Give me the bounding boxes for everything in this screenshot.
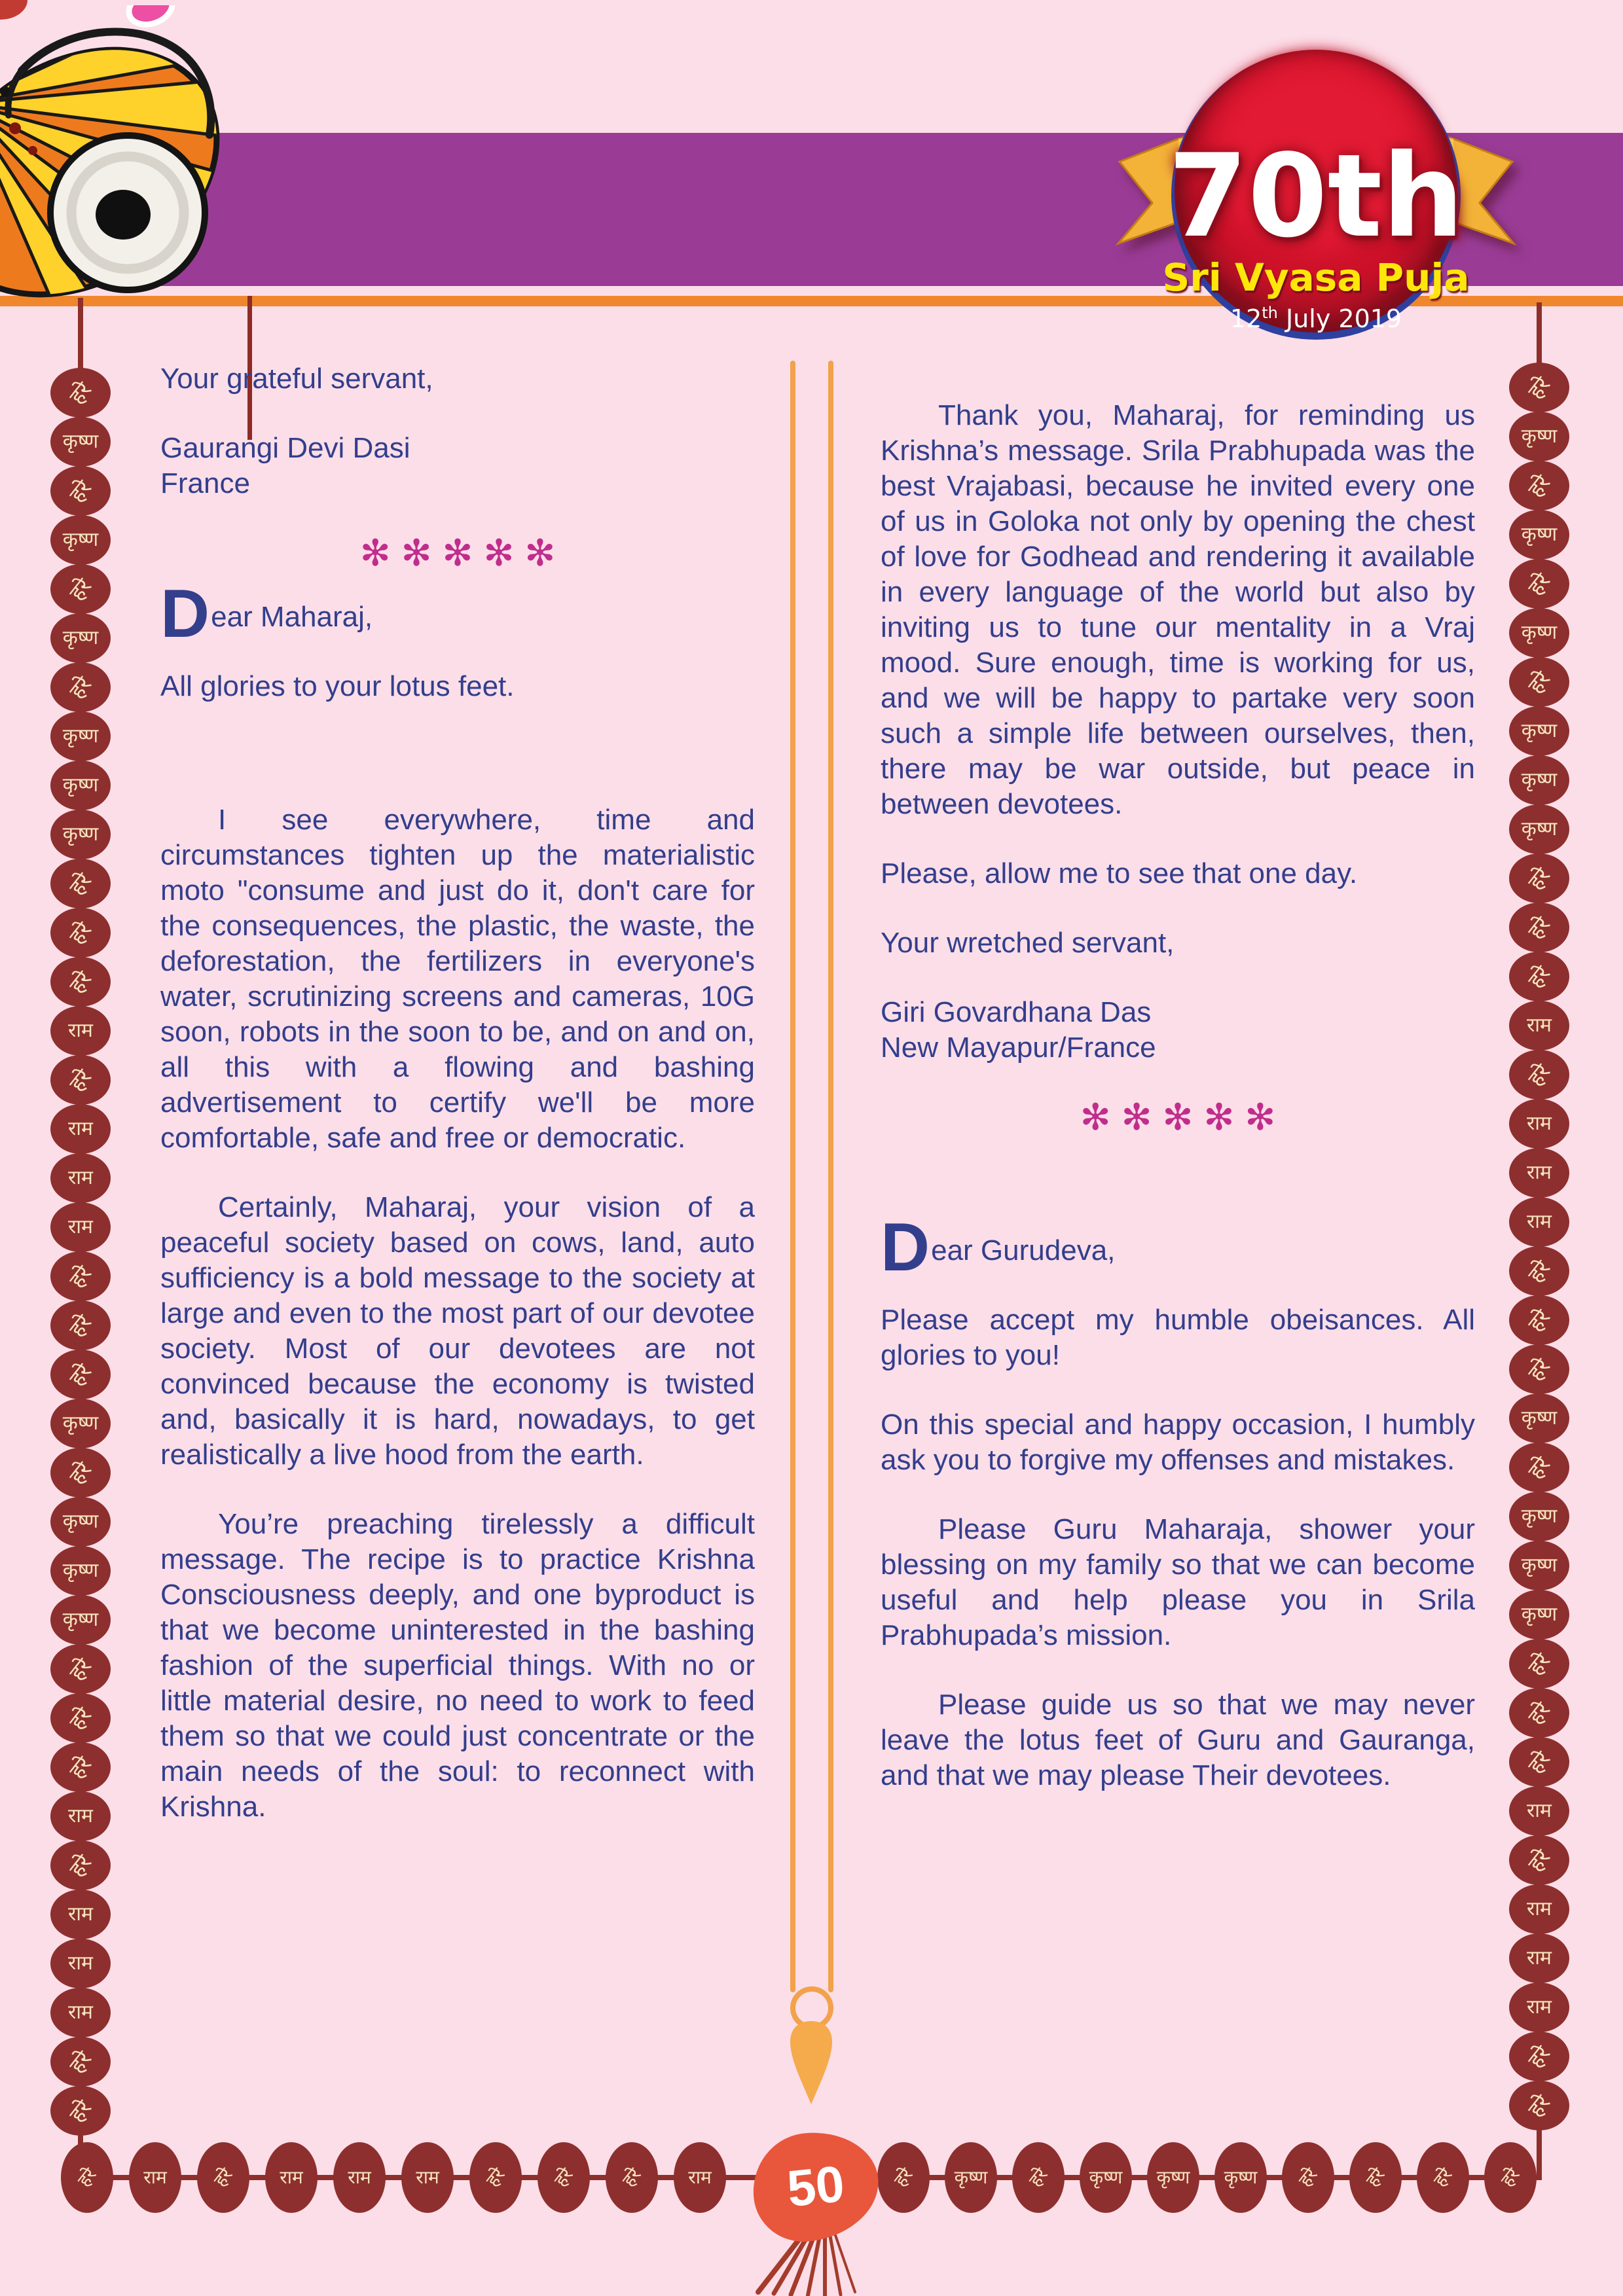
mantra-bead xyxy=(674,2142,726,2213)
mantra-bead xyxy=(1147,2142,1199,2213)
bead-label: हरे xyxy=(64,1653,97,1685)
bead-label: हरे xyxy=(64,475,97,507)
bead-label: हरे xyxy=(64,376,97,409)
mantra-bead xyxy=(50,515,111,565)
bead-label: हरे xyxy=(1523,1844,1556,1876)
badge-anniversary-text: 70th xyxy=(1168,130,1464,263)
mantra-bead xyxy=(50,1251,111,1301)
mantra-bead xyxy=(1509,706,1569,756)
text-block: New Mayapur/France xyxy=(881,1031,1156,1064)
bead-label: राम xyxy=(1527,1897,1552,1920)
page-number: 50 xyxy=(784,2154,847,2218)
bead-label: हरे xyxy=(1523,1353,1556,1386)
bead-label: हरे xyxy=(1523,666,1556,698)
mantra-bead xyxy=(1509,1639,1569,1689)
mantra-bead xyxy=(945,2142,997,2213)
mantra-bead xyxy=(1509,1295,1569,1345)
mantra-bead xyxy=(1509,755,1569,805)
bead-label: हरे xyxy=(1523,1451,1556,1484)
bead-label: हरे xyxy=(1523,960,1556,993)
mantra-bead xyxy=(333,2142,386,2213)
bead-label: कृष्ण xyxy=(62,626,99,649)
bead-label: हरे xyxy=(1523,469,1556,502)
bead-label: हरे xyxy=(1523,911,1556,944)
mantra-bead xyxy=(1509,1001,1569,1050)
mantra-bead xyxy=(1509,1197,1569,1247)
bead-label: कृष्ण xyxy=(1224,2166,1258,2188)
mantra-bead xyxy=(1509,363,1569,412)
mantra-bead xyxy=(1509,853,1569,903)
mantra-bead xyxy=(50,711,111,761)
mridanga-drum-icon xyxy=(0,5,300,378)
mantra-bead xyxy=(50,1055,111,1105)
mantra-bead xyxy=(50,957,111,1007)
text-block: Thank you, Maharaj, for reminding us Krishna’s message. Srila Prabhupada was the best Vrajabasi, because he invited every one of us in Goloka not only by opening the chest of love for Godhead and rendering it available in every language of the world but also by inviting us to tune our mentality in a Vraj mood. Sure enough, time is working for us, and we will be happy to partake very soon such a simple life between ourselves, then, there may be war outside, but peace in between devotees. xyxy=(881,399,1475,820)
mantra-bead xyxy=(50,1546,111,1596)
bead-label: हरे xyxy=(549,2164,577,2191)
bead-label: हरे xyxy=(1523,371,1556,404)
anniversary-badge xyxy=(1067,27,1565,355)
bead-label: हरे xyxy=(1496,2164,1524,2191)
mantra-bead xyxy=(1012,2142,1065,2213)
bead-label: हरे xyxy=(1523,1746,1556,1778)
mantra-bead xyxy=(50,761,111,810)
bead-label: हरे xyxy=(1024,2164,1052,2191)
bead-label: हरे xyxy=(64,1309,97,1342)
mantra-bead xyxy=(50,1350,111,1399)
bead-label: राम xyxy=(1527,1799,1552,1822)
bead-label: हरे xyxy=(1523,2089,1556,2122)
mantra-bead xyxy=(50,613,111,663)
text-block: Please accept my humble obeisances. All glories to you! xyxy=(881,1304,1475,1371)
mantra-bead xyxy=(1509,1443,1569,1492)
mantra-bead xyxy=(61,2142,113,2213)
bead-label: राम xyxy=(348,2166,371,2188)
bead-label: राम xyxy=(1527,1946,1552,1969)
bead-label: राम xyxy=(1527,1161,1552,1184)
bead-label: राम xyxy=(1527,1210,1552,1233)
mantra-bead xyxy=(1509,1982,1569,2032)
mantra-bead xyxy=(50,466,111,516)
mantra-bead xyxy=(50,1399,111,1448)
bead-label: कृष्ण xyxy=(62,1412,99,1435)
bead-label: राम xyxy=(68,1952,93,1975)
bead-label: कृष्ण xyxy=(1521,621,1558,644)
mantra-bead xyxy=(50,1988,111,2037)
bead-label: हरे xyxy=(64,2045,97,2078)
mantra-bead xyxy=(1282,2142,1334,2213)
text-block: All glories to your lotus feet. xyxy=(160,670,515,702)
bead-label: हरे xyxy=(1523,1255,1556,1287)
bead-label: कृष्ण xyxy=(62,1608,99,1631)
mantra-bead xyxy=(1509,1933,1569,1983)
bead-label: कृष्ण xyxy=(954,2166,988,2188)
text-block: Please, allow me to see that one day. xyxy=(881,857,1358,889)
mantra-bead xyxy=(197,2142,249,2213)
mantra-bead xyxy=(50,662,111,712)
badge-title-text: Sri Vyasa Puja xyxy=(1162,255,1470,300)
bead-label: कृष्ण xyxy=(62,774,99,797)
mantra-bead xyxy=(1509,1246,1569,1296)
text-block: Gaurangi Devi Dasi xyxy=(160,432,410,464)
bead-label: कृष्ण xyxy=(1521,425,1558,448)
mantra-bead xyxy=(1509,510,1569,560)
mantra-bead xyxy=(1509,1393,1569,1443)
bead-label: राम xyxy=(68,2001,93,2024)
mantra-bead xyxy=(1509,1884,1569,1934)
mantra-bead xyxy=(50,1104,111,1154)
bead-label: हरे xyxy=(64,573,97,605)
text-block: You’re preaching tirelessly a difficult message. The recipe is to practice Krishna Consciousness deeply, and one byproduct is that we become uninterested in the bashing fashion of the superficial things. With no or little material desire, no need to work to feed them so that we could just concentrate or the main needs of the soul: to reconnect with Krishna. xyxy=(160,1508,755,1823)
bead-label: हरे xyxy=(889,2164,917,2191)
bead-label: हरे xyxy=(1523,1647,1556,1680)
bead-label: हरे xyxy=(1429,2164,1457,2191)
mantra-bead xyxy=(1509,1492,1569,1541)
mantra-bead xyxy=(265,2142,318,2213)
mantra-bead xyxy=(50,1448,111,1498)
mantra-bead xyxy=(606,2142,658,2213)
mantra-bead xyxy=(50,1644,111,1694)
bead-label: राम xyxy=(1527,1014,1552,1037)
bead-label: राम xyxy=(280,2166,303,2188)
mantra-bead xyxy=(538,2142,590,2213)
mantra-bead xyxy=(1509,2081,1569,2130)
mantra-bead xyxy=(50,1300,111,1350)
bead-label: कृष्ण xyxy=(62,528,99,551)
mantra-bead xyxy=(50,368,111,418)
mantra-bead xyxy=(1509,1148,1569,1198)
mantra-bead xyxy=(1509,903,1569,952)
text-block: Please Guru Maharaja, shower your blessing on my family so that we can become useful and help please you in Srila Prabhupada’s mission. xyxy=(881,1513,1475,1651)
drum-dot xyxy=(0,86,10,97)
badge-date-text: 12th July 2019 xyxy=(1230,304,1402,333)
mantra-bead xyxy=(1509,2032,1569,2081)
bead-label: राम xyxy=(416,2166,439,2188)
mantra-bead xyxy=(401,2142,454,2213)
drum-head-center xyxy=(96,190,151,240)
bead-label: कृष्ण xyxy=(1089,2166,1123,2188)
mantra-bead xyxy=(50,1890,111,1939)
drum-dot xyxy=(28,146,37,155)
mantra-bead xyxy=(1509,1099,1569,1149)
bead-label: हरे xyxy=(481,2164,509,2191)
drop-cap: D xyxy=(881,1210,932,1285)
mantra-bead xyxy=(50,1840,111,1890)
mantra-bead xyxy=(1509,1737,1569,1787)
bead-label: कृष्ण xyxy=(1156,2166,1190,2188)
flower-bud-icon xyxy=(124,5,177,30)
mantra-bead xyxy=(50,810,111,859)
drum-dot xyxy=(9,122,21,134)
bead-label: राम xyxy=(688,2166,712,2188)
mantra-bead xyxy=(50,2086,111,2136)
bead-label: राम xyxy=(68,1166,93,1189)
mantra-bead xyxy=(469,2142,522,2213)
bead-label: हरे xyxy=(64,1702,97,1734)
mantra-bead xyxy=(50,1497,111,1547)
bead-label: कृष्ण xyxy=(1521,817,1558,840)
mantra-bead xyxy=(50,859,111,908)
center-divider-ornament xyxy=(773,353,858,2134)
mantra-bead xyxy=(50,1595,111,1645)
mantra-bead xyxy=(1509,559,1569,609)
text-block: Please guide us so that we may never leave the lotus feet of Guru and Gauranga, and that we may please Their devotees. xyxy=(881,1689,1475,1791)
mantra-bead xyxy=(129,2142,181,2213)
bead-label: कृष्ण xyxy=(1521,1603,1558,1626)
bead-label: हरे xyxy=(64,1358,97,1391)
bead-label: कृष्ण xyxy=(1521,719,1558,742)
bead-label: कृष्ण xyxy=(62,1510,99,1533)
bead-label: कृष्ण xyxy=(1521,523,1558,546)
bead-label: राम xyxy=(1527,1996,1552,2018)
bead-label: कृष्ण xyxy=(62,430,99,453)
drop-cap: D xyxy=(160,576,211,652)
bead-label: हरे xyxy=(64,1260,97,1293)
text-block: I see everywhere, time and circumstances tighten up the materialistic moto "consume and just do it, don't care for the consequences, the plastic, the waste, the deforestation, the fertilizers in everyone's water, scrutinizing screens and cameras, 10G soon, robots in the soon to be, and on and on, all this with a flowing and bashing advertisement to certify we'll be more comfortable, safe and free or democratic. xyxy=(160,804,755,1154)
mantra-bead xyxy=(1509,1688,1569,1738)
bead-label: हरे xyxy=(64,1849,97,1882)
mantra-bead xyxy=(1509,1590,1569,1640)
bead-label: हरे xyxy=(1523,2040,1556,2073)
ornament-separator: ✻✻✻✻✻ xyxy=(1080,1096,1286,1138)
mantra-bead xyxy=(50,1693,111,1743)
mantra-bead xyxy=(50,1153,111,1203)
bead-label: हरे xyxy=(64,1456,97,1489)
mantra-bead xyxy=(1349,2142,1402,2213)
mantra-bead xyxy=(50,1742,111,1792)
mantra-bead xyxy=(1509,1344,1569,1394)
bead-label: राम xyxy=(68,1019,93,1042)
mantra-bead xyxy=(1484,2142,1537,2213)
bead-label: राम xyxy=(143,2166,167,2188)
bead-label: हरे xyxy=(64,1064,97,1096)
bead-label: हरे xyxy=(1523,1696,1556,1729)
bead-label: हरे xyxy=(617,2164,646,2191)
mantra-bead xyxy=(1509,1541,1569,1590)
ornament-separator: ✻✻✻✻✻ xyxy=(359,532,566,573)
mantra-bead xyxy=(1509,608,1569,658)
mantra-bead xyxy=(1509,1786,1569,1836)
bead-label: कृष्ण xyxy=(1521,1505,1558,1528)
bead-label: राम xyxy=(1527,1112,1552,1135)
bead-label: हरे xyxy=(64,1751,97,1784)
bead-label: राम xyxy=(68,1804,93,1827)
text-block: Dear Gurudeva, xyxy=(881,1210,1116,1285)
text-block: Giri Govardhana Das xyxy=(881,996,1152,1028)
mantra-bead xyxy=(877,2142,930,2213)
bead-label: हरे xyxy=(209,2164,237,2191)
bead-label: हरे xyxy=(64,2094,97,2127)
bead-label: हरे xyxy=(64,867,97,900)
bead-label: हरे xyxy=(1523,1058,1556,1091)
mantra-bead xyxy=(50,564,111,614)
bead-label: हरे xyxy=(1523,567,1556,600)
mantra-bead xyxy=(50,417,111,467)
bead-label: हरे xyxy=(1294,2164,1322,2191)
mantra-bead xyxy=(1509,952,1569,1001)
bead-label: हरे xyxy=(64,965,97,998)
text-block: Certainly, Maharaj, your vision of a peaceful society based on cows, land, auto sufficiency is a bold message to the society at large and even to the most part of our devotee society. Most of our devotees are not convinced because the economy is twisted and, basically it is hard, nowadays, to get realistically a live hood from the earth. xyxy=(160,1191,755,1471)
mantra-bead xyxy=(50,1202,111,1252)
mantra-bead xyxy=(50,1939,111,1988)
bead-label: कृष्ण xyxy=(1521,768,1558,791)
bead-label: हरे xyxy=(1523,862,1556,895)
bead-label: हरे xyxy=(1523,1304,1556,1336)
mantra-bead xyxy=(50,1791,111,1841)
mantra-bead xyxy=(1080,2142,1132,2213)
text-block: Your wretched servant, xyxy=(881,927,1175,959)
mantra-bead xyxy=(1509,461,1569,511)
bead-label: राम xyxy=(68,1215,93,1238)
bead-label: राम xyxy=(68,1903,93,1926)
mantra-bead xyxy=(1509,412,1569,461)
bead-label: कृष्ण xyxy=(1521,1407,1558,1429)
bead-label: कृष्ण xyxy=(62,823,99,846)
mantra-bead xyxy=(50,908,111,958)
bead-label: हरे xyxy=(1361,2164,1389,2191)
bead-label: राम xyxy=(68,1117,93,1140)
text-block: Your grateful servant, xyxy=(160,363,433,395)
text-block: Dear Maharaj, xyxy=(160,576,373,652)
drop-icon xyxy=(790,2021,832,2104)
bead-label: हरे xyxy=(64,916,97,949)
mantra-bead xyxy=(1509,804,1569,854)
left-text-column xyxy=(160,361,755,1859)
mantra-bead xyxy=(50,1006,111,1056)
mantra-bead xyxy=(1214,2142,1267,2213)
text-block: On this special and happy occasion, I humbly ask you to forgive my offenses and mistakes. xyxy=(881,1408,1475,1476)
bead-label: कृष्ण xyxy=(62,1559,99,1582)
mantra-bead xyxy=(50,2037,111,2087)
right-text-column xyxy=(881,361,1475,1827)
bead-label: हरे xyxy=(73,2164,101,2191)
bead-label: कृष्ण xyxy=(1521,1554,1558,1577)
text-block: France xyxy=(160,467,250,499)
mantra-bead xyxy=(1509,657,1569,707)
mantra-bead xyxy=(1509,1835,1569,1885)
bead-label: कृष्ण xyxy=(62,725,99,747)
mantra-bead xyxy=(1509,1050,1569,1100)
mantra-bead xyxy=(1417,2142,1469,2213)
bead-label: हरे xyxy=(64,671,97,704)
